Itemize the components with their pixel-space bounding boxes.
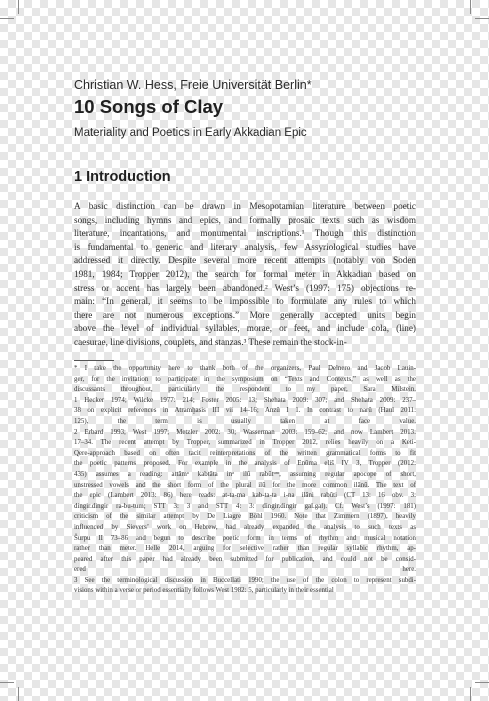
body-line: A basic distinction can be drawn in Mesopotamian literature between poetic [74,201,416,211]
body-line: stress or accent has largely been abandoned.² West’s (1997: 175) objections re- [74,282,416,293]
footnote-line: 17–34. The recent attempt by Tropper, summarized in Tropper 2012, relies heavily on a Keti- [74,439,416,447]
footnote-line: 435) assumes a reading: attāmᵃ kabtāta inᵃ ilū rabûtᵘᵐ, assuming regular apocope of short, [74,470,416,478]
footnote-line: 3 See the terminological discussion in Buccellati 1990; the use of the colon to represent subdi- [74,576,416,584]
body-line: songs, including hymns and epics, and formally prosaic texts such as wisdom [74,214,416,225]
body-line: above the level of individual syllables, morae, or feet, and include cola, (line) [74,323,416,334]
chapter-subtitle: Materiality and Poetics in Early Akkadian Epic [74,127,307,139]
footnote-line: visions within a verse or period essentially follows West 1982: 5, particularly in their essential [74,587,334,595]
footnote-line: influenced by Sievers’ work on Hebrew, had already expanded the analysis to such texts as [74,523,416,531]
footnote-line: 38 on explicit references in Atramḫasis III vii 14–16; Anzû I 1. In contrast to narû (Haul 2011: [74,407,416,415]
chapter-title: 10 Songs of Clay [74,96,224,117]
footnote-line: 2 Erbard 1993; West 1997; Metzler 2002: 30; Wasserman 2003: 159–62; and now Lambert 2013: [74,428,416,436]
body-line: 1981, 1984; Tropper 2012), the search for formal meter in Akkadian based on [74,268,416,279]
body-line: literature, incantations, and monumental inscriptions.¹ Though this distinction [74,228,416,239]
author-line: Christian W. Hess, Freie Universität Berlin* [74,78,312,92]
footnote-line: the poetic patterns proposed. For example in the analysis of Enūma eliš IV 3, Tropper (2012: [74,460,416,468]
footnote-line: discussants throughout, particularly the respondent to my paper, Sara Milstein. [74,386,416,394]
footnote-line: peared after this paper had already been submitted for publication, and could not be consid- [74,555,416,563]
footnote-line: rather than meter. Helle 2014, arguing for selective rather than regular syllabic rhythm, ap- [74,545,416,553]
body-text [74,200,416,350]
footnote-line: * I take the opportunity here to thank both of the organizers, Paul Delnero and Jacob Lauin- [74,365,416,372]
footnotes [74,364,416,597]
footnote-line: the epic (Lambert 2013: 86) here reads: at-ta-ma kab-ta-ta i-na ilāni rabûti (CT 13: 16 obv. 3: [74,492,416,500]
body-line: there are not numerous exceptions.” More generally accepted units begin [74,309,416,320]
footnote-line: 125), the term is usually taken at face value. [74,417,416,425]
footnote-line: Qere-approach based on often tacit reinterpretations of the written grammatical forms to fit [74,449,416,457]
body-line: main: “In general, it seems to be impossible to formulate any rules to which [74,296,416,307]
body-line: addressed it directly. Despite several more recent attempts (notably von Soden [74,255,416,266]
footnote-line: ered here. [74,566,416,574]
footnote-line: dingir.dingir ra-bu-tum; STT 3: 3 and STT 4: 3: dingir.dingir gal.gal). Cf. West’s (1997: 181) [74,502,416,510]
body-line: is fundamental to generic and literary analysis, few Assyriological studies have [74,241,416,252]
footnote-line: 1 Hecker 1974; Wilcke 1977: 214; Foster 2005: 13; Shehata 2009: 307; and Shehata 2009: 237– [74,396,416,404]
body-line: caesurae, line divisions, couplets, and stanzas.³ These remain the stock-in- [74,336,347,347]
footnote-line: criticism of the similar attempt by De Liagre Böhl 1960. Note that Zimmern (1897), heavily [74,513,416,521]
footnote-line: ger, for the invitation to participate in the symposium on “Texts and Contexts,” as well as the [74,375,416,383]
footnote-line: unstressed vowels and the short form of the plural ilū for the more common ilānū. The text of [74,481,416,489]
footnote-line: Šurpu II 73–86 and begun to describe poetic form in terms of rhythm and musical notation [74,534,416,542]
section-heading: 1 Introduction [74,169,171,185]
footnote-rule [74,360,114,361]
